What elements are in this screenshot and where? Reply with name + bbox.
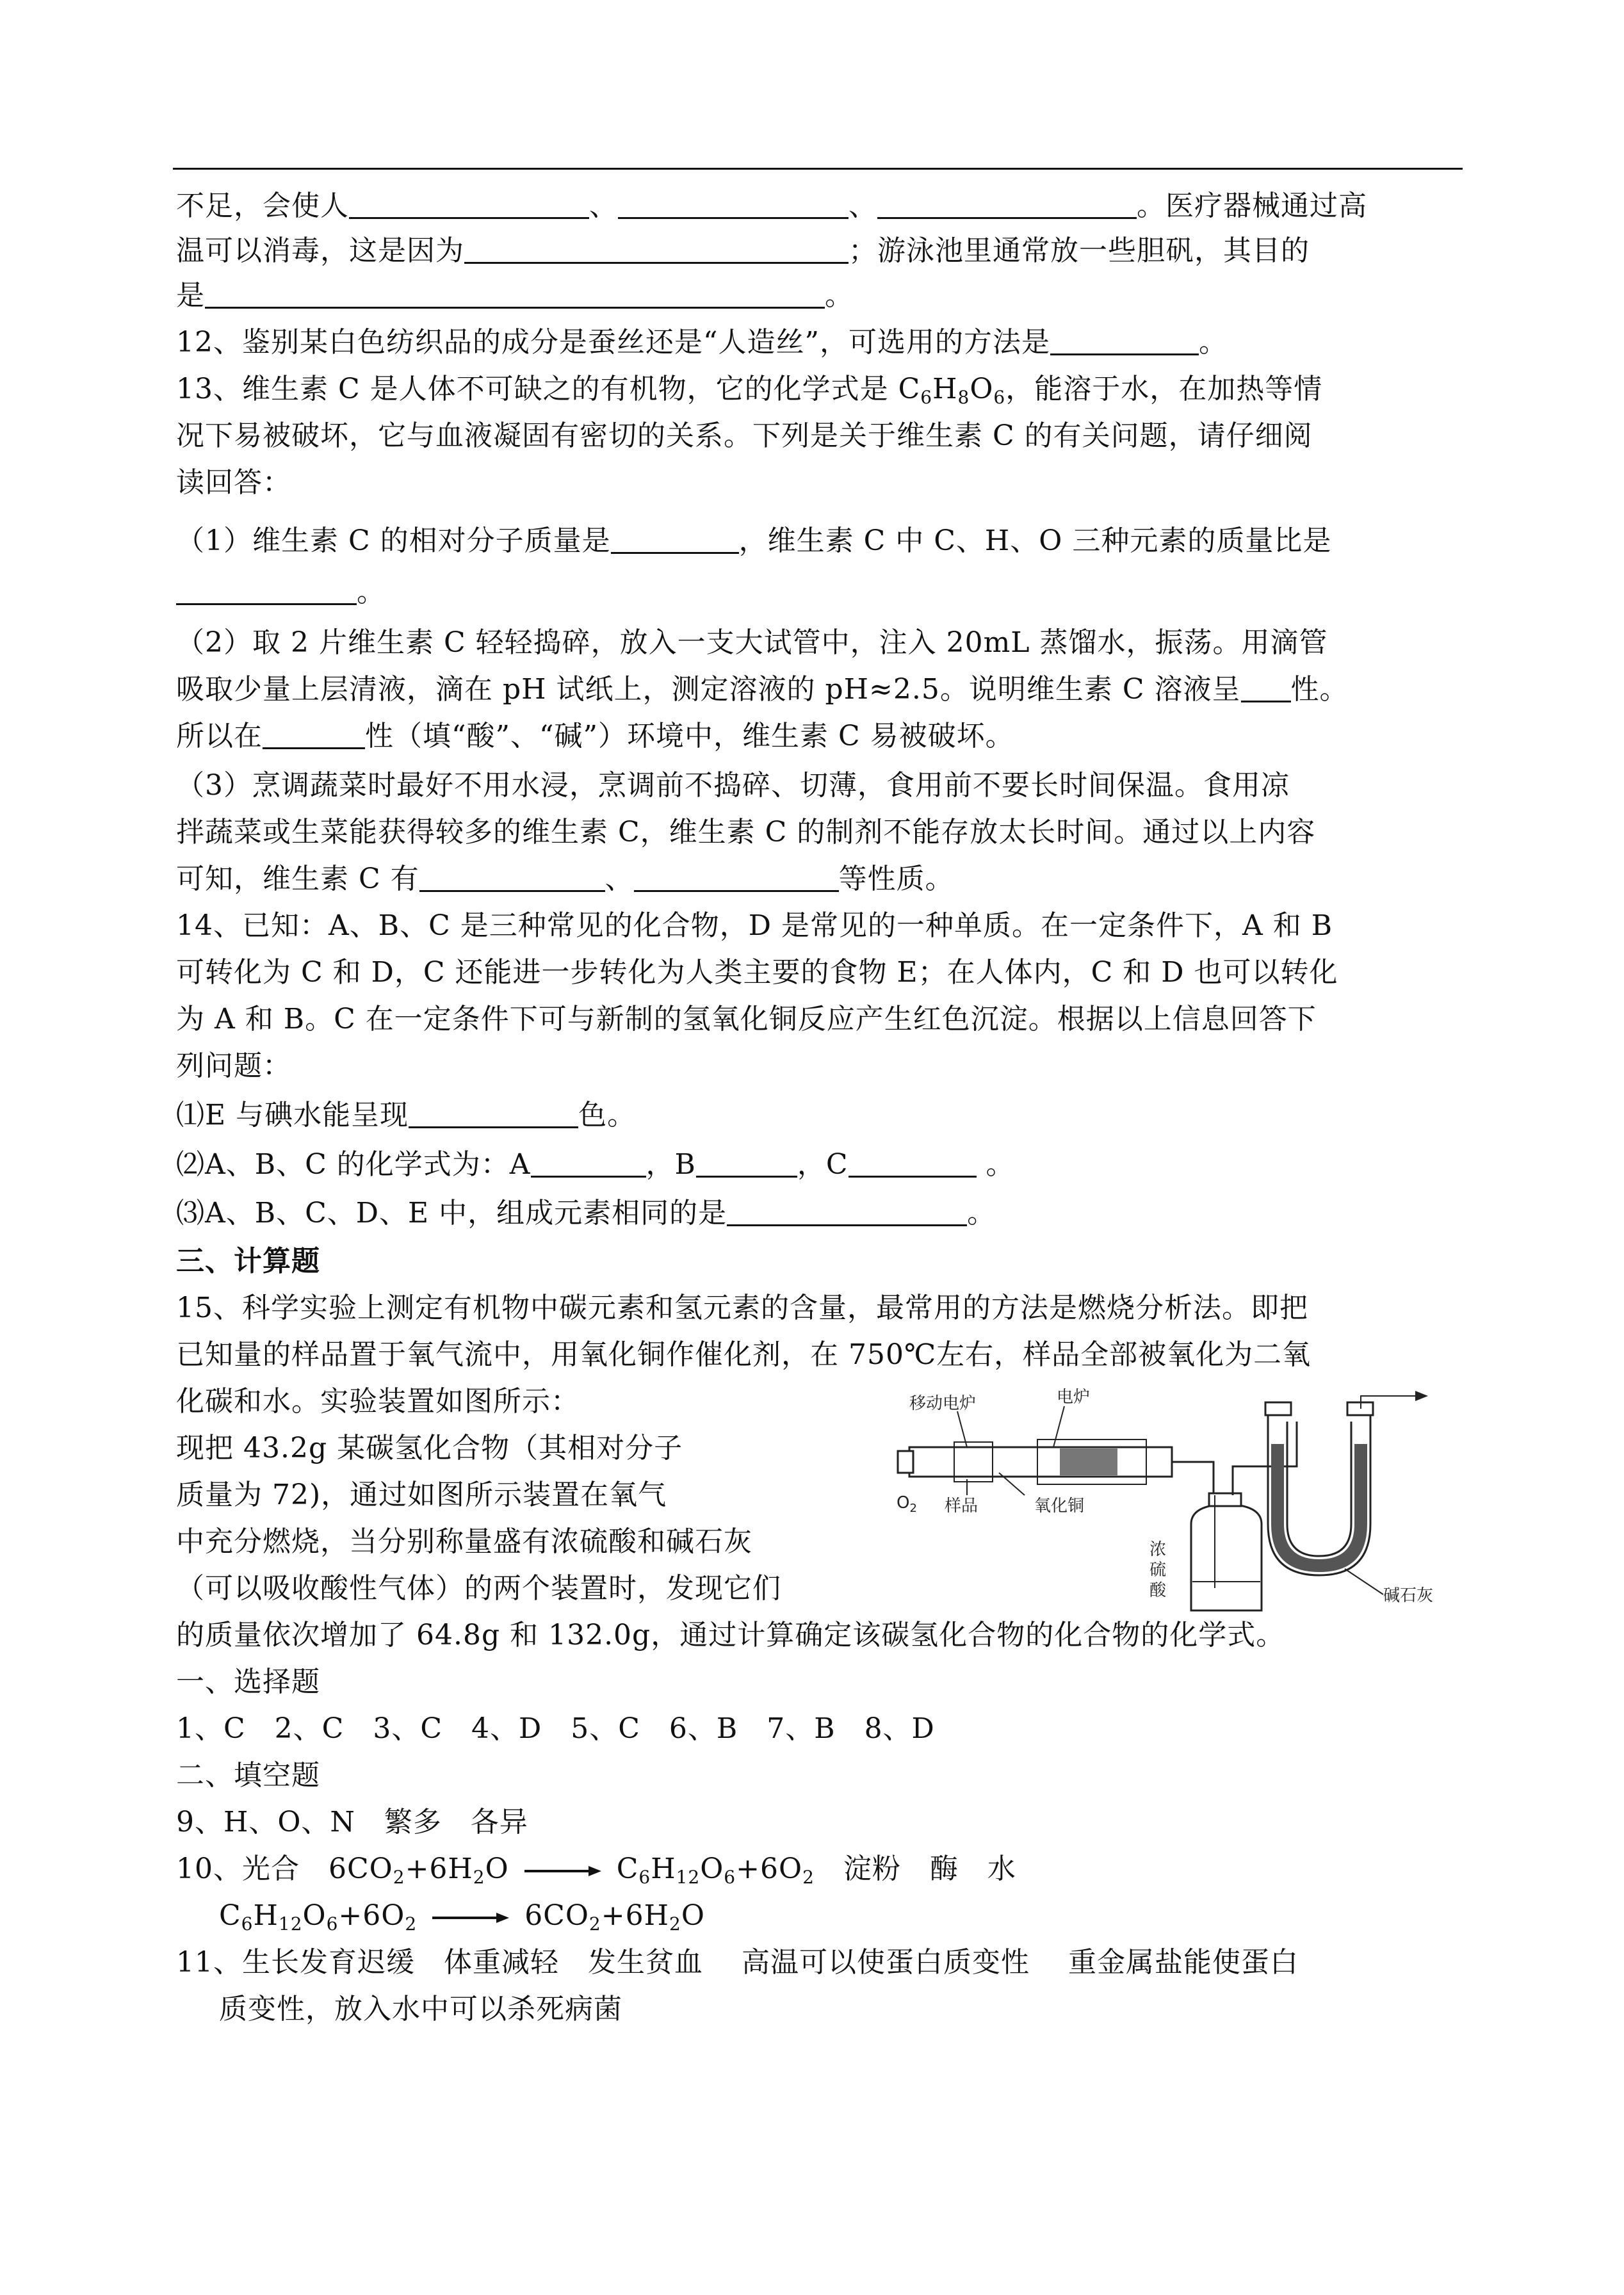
answer-blank [464,236,849,264]
answer-blank [696,1150,797,1178]
text-line [176,187,1367,225]
text-line [176,417,1313,455]
text: （1）维生素 C 的相对分子质量是 [176,524,611,557]
text: 的质量依次增加了 64.8g 和 132.0g，通过计算确定该碳氢化合物的化合物的化学式。 [176,1619,1285,1651]
answer-blank [1241,675,1291,702]
reaction-arrow-icon [524,1865,601,1877]
text: 可知，维生素 C 有 [176,863,419,895]
answer-blank [349,191,589,219]
answer-blank [263,722,365,749]
text: 一、选择题 [176,1666,320,1698]
text: 10、光合 6CO [176,1853,393,1885]
soda-lime-fill [1271,1444,1367,1572]
answer-blank [531,1150,646,1178]
text: ⑵A、B、C 的化学式为：A [176,1148,531,1181]
question-12 [176,323,1228,362]
leader-line [1345,1569,1383,1594]
text: +6O [338,1899,405,1932]
text: 、 [605,863,634,895]
text: 、 [589,190,618,222]
label-acid-2: 硫 [1149,1561,1167,1580]
text-line [176,717,1014,756]
text-line [176,953,1338,992]
copper-oxide-packing [1060,1448,1117,1475]
u-tube-stopper-left [1265,1402,1291,1415]
text: 吸取少量上层清液，滴在 pH 试纸上，测定溶液的 pH≈2.5。说明维生素 C 溶液呈 [176,673,1241,706]
answer-blank [205,281,825,309]
text-line [176,1523,752,1561]
answer-heading [176,1756,320,1795]
text: H [932,373,958,405]
text-line [176,1476,667,1514]
label-sample: 样品 [945,1496,978,1516]
text-line [176,670,1349,709]
subscript: 6 [638,1867,651,1888]
text-line [176,1616,1285,1655]
text-line [176,1336,1311,1374]
text: 13、维生素 C 是人体不可缺之的有机物，它的化学式是 C [176,373,921,405]
subscript: 6 [920,387,933,408]
text: +6O [736,1853,803,1885]
answer-line [219,1897,705,1935]
answer-line [176,1803,528,1842]
text: 。 [1198,326,1228,359]
subscript: 8 [957,387,970,408]
text: ，维生素 C 中 C、H、O 三种元素的质量比是 [738,524,1332,557]
text: H [253,1899,279,1932]
label-mobile-furnace: 移动电炉 [909,1394,977,1413]
subscript: 2 [802,1867,815,1888]
text-line [176,1146,1015,1184]
text: 色。 [578,1099,637,1131]
subscript: 2 [393,1867,405,1888]
text: 已知量的样品置于氧气流中，用氧化铜作催化剂，在 750℃左右，样品全部被氧化为二氧 [176,1338,1311,1371]
answer-blank [849,1150,977,1178]
text: 。 [976,1148,1015,1181]
text: 读回答： [176,466,291,499]
answer-blank [176,578,357,605]
text: 不足，会使人 [176,190,349,222]
text: 15、科学实验上测定有机物中碳元素和氢元素的含量，最常用的方法是燃烧分析法。即把 [176,1292,1308,1324]
label-soda-lime: 碱石灰 [1383,1586,1434,1605]
text: 、 [849,190,877,222]
text: 质变性，放入水中可以杀死病菌 [219,1993,622,2025]
text: 9、H、O、N 繁多 各异 [176,1806,528,1838]
answer-line [176,1710,935,1748]
text: 质量为 72)，通过如图所示装置在氧气 [176,1479,667,1511]
subscript: 6 [326,1913,339,1934]
text: 是 [176,279,205,312]
answer-line [219,1990,622,2029]
text-line [176,1194,996,1233]
subscript: 6 [241,1913,254,1934]
text: 。 [825,279,854,312]
reaction-arrow-icon [432,1911,509,1924]
text: 中充分燃烧，当分别称量盛有浓硫酸和碱石灰 [176,1525,752,1558]
header-rule [173,168,1463,170]
text-line [176,573,386,612]
text-line [176,860,954,898]
answer-blank [727,1199,967,1226]
text: （可以吸收酸性气体）的两个装置时，发现它们 [176,1572,781,1605]
tube-stopper [898,1451,913,1473]
question-13 [176,370,1322,409]
text: +6H [601,1899,669,1932]
text: +6H [405,1853,473,1885]
label-furnace: 电炉 [1057,1388,1091,1407]
combustion-tube [909,1447,1172,1477]
text: 。医疗器械通过高 [1137,190,1367,222]
text: 性。 [1290,673,1349,706]
text: 现把 43.2g 某碳氢化合物（其相对分子 [176,1432,683,1464]
text: 12、鉴别某白色纺织品的成分是蚕丝还是“人造丝”，可选用的方法是 [176,326,1050,359]
bottle-stopper [1209,1493,1241,1506]
label-oxygen: $O_2$ [897,1493,917,1515]
text: O [681,1899,705,1932]
subscript: 2 [589,1913,601,1934]
text-line [176,232,1310,270]
text: 。 [967,1197,996,1229]
question-14 [176,907,1333,945]
text: O [700,1853,724,1885]
text: 拌蔬菜或生菜能获得较多的维生素 C，维生素 C 的制剂不能存放太长时间。通过以上内容 [176,816,1316,848]
answer-line [176,1943,1299,1982]
text-line [176,464,291,502]
answer-blank [1050,328,1199,355]
text: 性（填“酸”、“碱”）环境中，维生素 C 易被破坏。 [365,720,1014,752]
question-15 [176,1289,1308,1327]
text: ⑴E 与碘水能呈现 [176,1099,409,1131]
answer-blank [611,526,739,554]
text: 14、已知：A、B、C 是三种常见的化合物，D 是常见的一种单质。在一定条件下，A 和 B [176,909,1333,942]
subscript: 2 [473,1867,485,1888]
text: ，能溶于水，在加热等情 [1005,373,1323,405]
text: C [219,1899,241,1932]
text: ，B [646,1148,696,1181]
text-line [176,1569,781,1608]
subscript: 2 [669,1913,681,1934]
text: 三、计算题 [176,1245,320,1277]
text: 6CO [524,1899,589,1932]
text: 11、生长发育迟缓 体重减轻 发生贫血 高温可以使蛋白质变性 重金属盐能使蛋白 [176,1946,1299,1979]
acid-bottle [1191,1505,1262,1610]
text-line [176,1047,291,1085]
text: O [485,1853,509,1885]
answer-blank [618,191,849,219]
arrow-icon [1415,1391,1428,1401]
subscript: 12 [676,1867,701,1888]
text: 淀粉 酶 水 [814,1853,1016,1885]
text: ，C [797,1148,849,1181]
text-line [176,1000,1317,1039]
leader-line [1053,1406,1064,1447]
text-line [176,1096,636,1135]
apparatus-figure [897,1383,1486,1614]
answer-line [176,1850,1016,1888]
text: 二、填空题 [176,1759,320,1792]
subscript: 6 [993,387,1006,408]
text: H [651,1853,676,1885]
text: O [302,1899,327,1932]
answer-heading [176,1663,320,1701]
answer-blank [877,191,1137,219]
text-line [176,1383,580,1421]
subscript: 12 [278,1913,303,1934]
answer-blank [634,864,839,892]
text-line [176,813,1315,852]
text: ⑶A、B、C、D、E 中，组成元素相同的是 [176,1197,727,1229]
text: O [970,373,994,405]
text: 为 A 和 B。C 在一定条件下可与新制的氢氧化铜反应产生红色沉淀。根据以上信息回答下 [176,1003,1317,1035]
text: 等性质。 [838,863,954,895]
answer-blank [419,864,605,892]
text: 化碳和水。实验装置如图所示： [176,1385,580,1418]
connecting-tube [1172,1462,1214,1495]
text-line [176,766,1290,805]
text-line [176,624,1328,662]
text: 温可以消毒，这是因为 [176,234,464,267]
label-acid-3: 酸 [1149,1581,1167,1600]
text-line [176,277,854,315]
text: 列问题： [176,1050,291,1082]
text: （3）烹调蔬菜时最好不用水浸，烹调前不捣碎、切薄，食用前不要长时间保温。食用凉 [176,769,1290,802]
text: C [616,1853,639,1885]
subscript: 6 [724,1867,736,1888]
text: （2）取 2 片维生素 C 轻轻捣碎，放入一支大试管中，注入 20mL 蒸馏水，振荡。用滴管 [176,626,1328,659]
subscript: 2 [405,1913,418,1934]
text: 1、C 2、C 3、C 4、D 5、C 6、B 7、B 8、D [176,1712,935,1745]
text-line [176,1429,683,1468]
section-heading [176,1242,320,1281]
text: 况下易被破坏，它与血液凝固有密切的关系。下列是关于维生素 C 的有关问题，请仔细阅 [176,419,1313,452]
text-line [176,522,1331,560]
text: 所以在 [176,720,263,752]
text: 可转化为 C 和 D，C 还能进一步转化为人类主要的食物 E；在人体内，C 和 D 也可以转化 [176,956,1338,989]
label-acid-1: 浓 [1149,1540,1167,1559]
text: ；游泳池里通常放一些胆矾，其目的 [849,234,1310,267]
text: 。 [357,576,386,608]
answer-blank [409,1101,578,1128]
label-copper-oxide: 氧化铜 [1034,1496,1085,1516]
